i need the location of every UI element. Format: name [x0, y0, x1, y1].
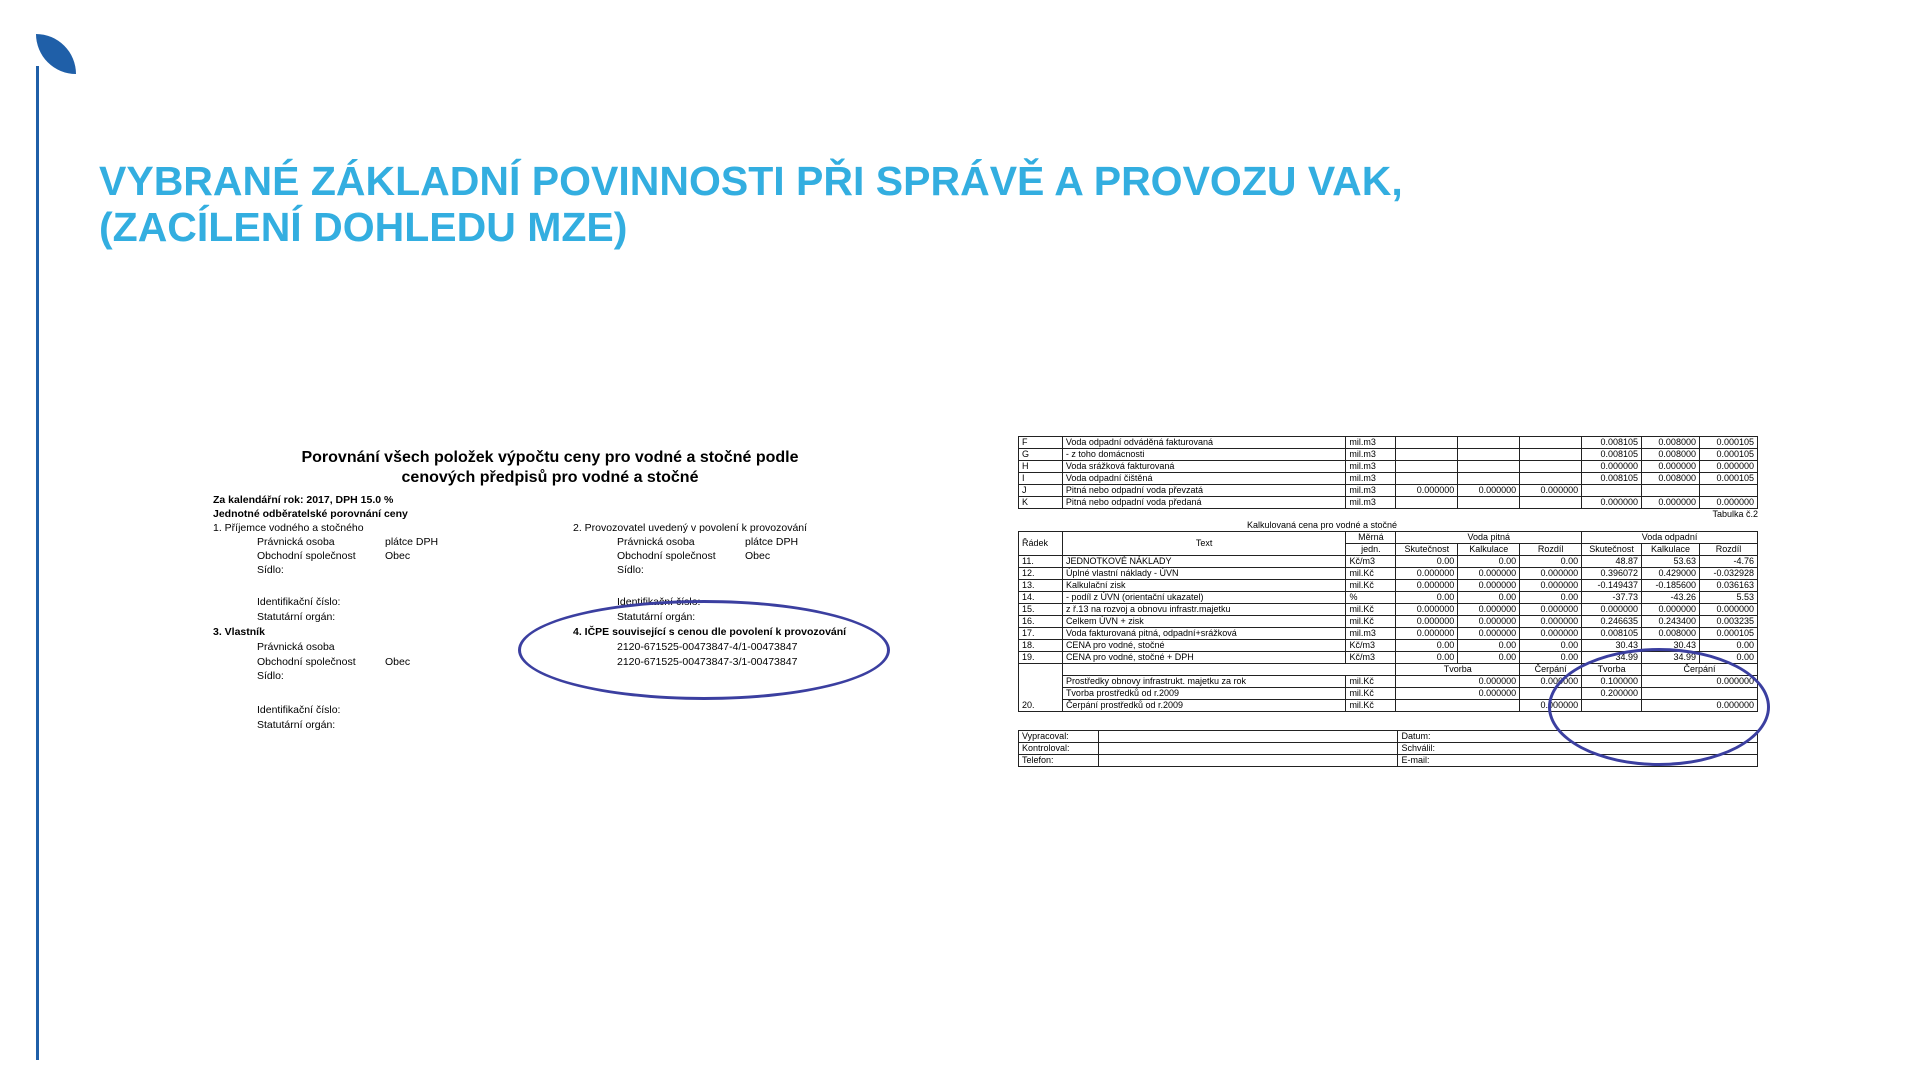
h-rozdil-o: Rozdíl	[1699, 544, 1757, 556]
calc-cell-o3: 0.00	[1699, 640, 1757, 652]
calc-cell-r: 12.	[1019, 568, 1063, 580]
vertical-accent-line	[36, 66, 39, 1060]
doc-subtitle: Jednotné odběratelské porovnání ceny	[213, 508, 408, 520]
calc-cell-text: z ř.13 na rozvoj a obnovu infrastr.majetku	[1062, 604, 1346, 616]
calc-cell-v1: 0.000000	[1396, 604, 1458, 616]
volume-cell-o3: 0.000000	[1699, 461, 1757, 473]
calc-cell-text: CENA pro vodné, stočné	[1062, 640, 1346, 652]
volume-cell-o1: 0.008105	[1582, 449, 1642, 461]
volume-cell-o1: 0.000000	[1582, 497, 1642, 509]
calc-cell-o1: 0.000000	[1582, 604, 1642, 616]
calc-cell-v1: 0.000000	[1396, 568, 1458, 580]
calc-cell-v3: 0.000000	[1520, 580, 1582, 592]
calc-cell-text: Celkem ÚVN + zisk	[1062, 616, 1346, 628]
calc-cell-text: - podíl z ÚVN (orientační ukazatel)	[1062, 592, 1346, 604]
s1-stat: Statutární orgán:	[257, 611, 336, 623]
s1-obec: Obec	[385, 550, 411, 562]
volume-cell-k: F	[1019, 437, 1063, 449]
icpe-2: 2120-671525-00473847-3/1-00473847	[617, 656, 798, 668]
r20-vc1: 0.000000	[1520, 676, 1582, 688]
calc-cell-r: 15.	[1019, 604, 1063, 616]
h-kalk-o: Kalkulace	[1642, 544, 1700, 556]
s1-pravnicka: Právnická osoba	[257, 536, 335, 548]
calc-cell-r: 17.	[1019, 628, 1063, 640]
calc-cell-o1: -0.149437	[1582, 580, 1642, 592]
cerpani-o: Čerpání	[1642, 664, 1758, 676]
h-rozdil-v: Rozdíl	[1520, 544, 1582, 556]
calc-cell-o2: 53.63	[1642, 556, 1700, 568]
calc-cell-o2: 34.99	[1642, 652, 1700, 664]
volume-cell-o2	[1642, 485, 1700, 497]
calc-row	[1019, 580, 1758, 592]
calc-cell-unit: Kč/m3	[1346, 556, 1396, 568]
r20-num: 20.	[1019, 664, 1063, 712]
volume-cell-v1: 0.000000	[1396, 485, 1458, 497]
volume-cell-unit: mil.m3	[1346, 473, 1396, 485]
calc-cell-v2: 0.00	[1458, 556, 1520, 568]
calc-row	[1019, 616, 1758, 628]
calc-cell-o1: 30.43	[1582, 640, 1642, 652]
calc-cell-r: 19.	[1019, 652, 1063, 664]
volume-cell-v2	[1458, 497, 1520, 509]
calc-cell-o1: 48.87	[1582, 556, 1642, 568]
f-telefon: Telefon:	[1019, 755, 1099, 767]
s2-sidlo: Sídlo:	[617, 564, 644, 576]
calc-cell-v2: 0.00	[1458, 592, 1520, 604]
calc-cell-o3: -4.76	[1699, 556, 1757, 568]
r20-vt2: 0.000000	[1396, 688, 1520, 700]
h-radek: Řádek	[1019, 532, 1063, 556]
s1-sidlo: Sídlo:	[257, 564, 284, 576]
s3-obec: Obec	[385, 656, 411, 668]
calc-cell-unit: mil.Kč	[1346, 568, 1396, 580]
volume-cell-k: I	[1019, 473, 1063, 485]
calc-cell-o3: 0.000105	[1699, 628, 1757, 640]
volume-cell-v1	[1396, 461, 1458, 473]
highlight-ellipse-right	[1548, 648, 1770, 766]
volume-cell-v3: 0.000000	[1520, 485, 1582, 497]
volume-cell-o1: 0.008105	[1582, 473, 1642, 485]
calc-cell-v2: 0.000000	[1458, 616, 1520, 628]
calc-cell-o1: 0.008105	[1582, 628, 1642, 640]
volume-cell-o3	[1699, 485, 1757, 497]
r20-unit3: mil.Kč	[1346, 700, 1396, 712]
calc-cell-v1: 0.000000	[1396, 580, 1458, 592]
volume-cell-o2: 0.008000	[1642, 473, 1700, 485]
calc-cell-o1: 0.396072	[1582, 568, 1642, 580]
volume-cell-o2: 0.008000	[1642, 437, 1700, 449]
tabulka-label: Tabulka č.2	[1712, 509, 1758, 519]
h-skut-v: Skutečnost	[1396, 544, 1458, 556]
h-text: Text	[1062, 532, 1346, 556]
s3-stat: Statutární orgán:	[257, 719, 336, 731]
r20-unit2: mil.Kč	[1346, 688, 1396, 700]
volume-cell-v3	[1520, 497, 1582, 509]
volume-cell-text: Pitná nebo odpadní voda převzatá	[1062, 485, 1346, 497]
calc-cell-o2: 0.008000	[1642, 628, 1700, 640]
r20-ot1: 0.100000	[1582, 676, 1642, 688]
calc-cell-v1: 0.00	[1396, 652, 1458, 664]
volume-cell-o2: 0.000000	[1642, 497, 1700, 509]
volume-cell-unit: mil.m3	[1346, 437, 1396, 449]
calc-cell-o3: 0.00	[1699, 652, 1757, 664]
calc-cell-v3: 0.00	[1520, 640, 1582, 652]
calc-cell-r: 14.	[1019, 592, 1063, 604]
r20-text2: Tvorba prostředků od r.2009	[1062, 688, 1346, 700]
s2-platce: plátce DPH	[745, 536, 799, 548]
volume-cell-o1	[1582, 485, 1642, 497]
f-email: E-mail:	[1398, 755, 1758, 767]
volume-cell-v2	[1458, 473, 1520, 485]
calc-cell-unit: Kč/m3	[1346, 640, 1396, 652]
s2-stat: Statutární orgán:	[617, 611, 696, 623]
f-kontroloval: Kontroloval:	[1019, 743, 1099, 755]
s3-obchodni: Obchodní společnost	[257, 656, 356, 668]
volume-cell-v3	[1520, 473, 1582, 485]
calc-row	[1019, 568, 1758, 580]
volume-cell-o3: 0.000105	[1699, 449, 1757, 461]
calc-cell-r: 16.	[1019, 616, 1063, 628]
volume-cell-o3: 0.000105	[1699, 473, 1757, 485]
volume-cell-v1	[1396, 449, 1458, 461]
r20-text1: Prostředky obnovy infrastrukt. majetku za rok	[1062, 676, 1346, 688]
highlight-ellipse-left	[518, 600, 890, 700]
volume-cell-o2: 0.000000	[1642, 461, 1700, 473]
s2-pravnicka: Právnická osoba	[617, 536, 695, 548]
r20-oc3: 0.000000	[1642, 700, 1758, 712]
calc-cell-v3: 0.00	[1520, 652, 1582, 664]
calc-cell-o1: 0.246635	[1582, 616, 1642, 628]
slide-title	[99, 158, 1799, 250]
top-volumes-table	[1018, 436, 1758, 509]
r20-oc1: 0.000000	[1642, 676, 1758, 688]
volume-cell-v3	[1520, 437, 1582, 449]
volume-row	[1019, 437, 1758, 449]
calc-cell-o2: 0.243400	[1642, 616, 1700, 628]
year-line: Za kalendářní rok: 2017, DPH 15.0 %	[213, 494, 394, 506]
volume-row	[1019, 485, 1758, 497]
s2-obchodni: Obchodní společnost	[617, 550, 716, 562]
volume-cell-v1	[1396, 497, 1458, 509]
f-datum: Datum:	[1398, 731, 1758, 743]
s1-ic: Identifikační číslo:	[257, 596, 341, 608]
calc-cell-o3: 0.003235	[1699, 616, 1757, 628]
section-2-heading: 2. Provozovatel uvedený v povolení k provozování	[573, 522, 808, 534]
volume-cell-o2: 0.008000	[1642, 449, 1700, 461]
volume-cell-k: J	[1019, 485, 1063, 497]
calc-cell-o2: 0.000000	[1642, 604, 1700, 616]
calc-cell-unit: %	[1346, 592, 1396, 604]
section-4-heading: 4. IČPE související s cenou dle povolení k provozování	[573, 626, 847, 638]
tvorba-o: Tvorba	[1582, 664, 1642, 676]
calc-cell-v1: 0.00	[1396, 640, 1458, 652]
volume-cell-unit: mil.m3	[1346, 449, 1396, 461]
calc-cell-unit: mil.Kč	[1346, 580, 1396, 592]
volume-cell-o1: 0.000000	[1582, 461, 1642, 473]
volume-cell-unit: mil.m3	[1346, 497, 1396, 509]
volume-cell-v1	[1396, 437, 1458, 449]
kalkulace-title: Kalkulovaná cena pro vodné a stočné	[1246, 520, 1398, 530]
volume-row	[1019, 497, 1758, 509]
cerpani-v: Čerpání	[1520, 664, 1582, 676]
r20-text3: Čerpání prostředků od r.2009	[1062, 700, 1346, 712]
calc-cell-v2: 0.000000	[1458, 580, 1520, 592]
doc-heading-1: Porovnání všech položek výpočtu ceny pro vodné a stočné podle	[301, 449, 799, 466]
volume-cell-text: Pitná nebo odpadní voda předaná	[1062, 497, 1346, 509]
brand-leaf-icon	[36, 34, 76, 74]
calc-cell-v3: 0.000000	[1520, 628, 1582, 640]
calc-row	[1019, 628, 1758, 640]
volume-cell-text: - z toho domácnosti	[1062, 449, 1346, 461]
calc-cell-text: Voda fakturovaná pitná, odpadní+srážková	[1062, 628, 1346, 640]
h-merna: Měrná	[1346, 532, 1396, 544]
calc-row	[1019, 592, 1758, 604]
doc-heading-2: cenových předpisů pro vodné a stočné	[401, 469, 699, 486]
volume-cell-unit: mil.m3	[1346, 485, 1396, 497]
h-voda-pitna: Voda pitná	[1396, 532, 1582, 544]
calc-cell-text: JEDNOTKOVÉ NÁKLADY	[1062, 556, 1346, 568]
volume-row	[1019, 473, 1758, 485]
volume-cell-v3	[1520, 461, 1582, 473]
r20-vc3: 0.000000	[1520, 700, 1582, 712]
h-skut-o: Skutečnost	[1582, 544, 1642, 556]
calc-cell-unit: Kč/m3	[1346, 652, 1396, 664]
left-document-scan	[205, 440, 895, 740]
volume-row	[1019, 449, 1758, 461]
h-jedn: jedn.	[1346, 544, 1396, 556]
calc-cell-v2: 0.000000	[1458, 628, 1520, 640]
f-vypracoval: Vypracoval:	[1019, 731, 1099, 743]
volume-cell-o1: 0.008105	[1582, 437, 1642, 449]
volume-cell-k: G	[1019, 449, 1063, 461]
volume-row	[1019, 461, 1758, 473]
calc-cell-o2: 0.429000	[1642, 568, 1700, 580]
calc-cell-r: 18.	[1019, 640, 1063, 652]
calc-row	[1019, 604, 1758, 616]
calc-cell-o3: 0.000000	[1699, 604, 1757, 616]
volume-cell-v1	[1396, 473, 1458, 485]
calc-cell-v1: 0.000000	[1396, 628, 1458, 640]
calc-cell-v3: 0.00	[1520, 556, 1582, 568]
volume-cell-text: Voda srážková fakturovaná	[1062, 461, 1346, 473]
calc-cell-v2: 0.000000	[1458, 568, 1520, 580]
volume-cell-v2: 0.000000	[1458, 485, 1520, 497]
calc-cell-v3: 0.000000	[1520, 616, 1582, 628]
h-kalk-v: Kalkulace	[1458, 544, 1520, 556]
calc-row	[1019, 556, 1758, 568]
volume-cell-k: K	[1019, 497, 1063, 509]
slide-title-line-2: (ZACÍLENÍ DOHLEDU MZE)	[99, 204, 628, 250]
calc-cell-v2: 0.00	[1458, 640, 1520, 652]
calc-cell-text: Úplné vlastní náklady - ÚVN	[1062, 568, 1346, 580]
calc-cell-v2: 0.000000	[1458, 604, 1520, 616]
s3-sidlo: Sídlo:	[257, 670, 284, 682]
calc-cell-v3: 0.000000	[1520, 568, 1582, 580]
icpe-1: 2120-671525-00473847-4/1-00473847	[617, 641, 798, 653]
s3-ic: Identifikační číslo:	[257, 704, 341, 716]
calc-cell-o2: -0.185600	[1642, 580, 1700, 592]
volume-cell-text: Voda odpadní čištěná	[1062, 473, 1346, 485]
section-1-heading: 1. Příjemce vodného a stočného	[213, 522, 364, 534]
s3-pravnicka: Právnická osoba	[257, 641, 335, 653]
volume-cell-o3: 0.000105	[1699, 437, 1757, 449]
s2-obec: Obec	[745, 550, 771, 562]
section-3-heading: 3. Vlastník	[213, 626, 265, 638]
s1-platce: plátce DPH	[385, 536, 439, 548]
calc-cell-v1: 0.00	[1396, 592, 1458, 604]
calc-cell-v2: 0.00	[1458, 652, 1520, 664]
tvorba-v: Tvorba	[1396, 664, 1520, 676]
calc-cell-text: Kalkulační zisk	[1062, 580, 1346, 592]
calc-cell-r: 11.	[1019, 556, 1063, 568]
calc-cell-v1: 0.000000	[1396, 616, 1458, 628]
s2-ic: Identifikační číslo:	[617, 596, 701, 608]
f-schvalil: Schválil:	[1398, 743, 1758, 755]
volume-cell-k: H	[1019, 461, 1063, 473]
calc-cell-o1: 34.99	[1582, 652, 1642, 664]
calc-cell-o3: 5.53	[1699, 592, 1757, 604]
h-voda-odpadni: Voda odpadní	[1582, 532, 1758, 544]
s1-obchodni: Obchodní společnost	[257, 550, 356, 562]
calc-cell-o2: -43.26	[1642, 592, 1700, 604]
calc-cell-r: 13.	[1019, 580, 1063, 592]
calc-cell-o3: -0.032928	[1699, 568, 1757, 580]
calc-cell-v3: 0.00	[1520, 592, 1582, 604]
r20-ot2: 0.200000	[1582, 688, 1642, 700]
volume-cell-unit: mil.m3	[1346, 461, 1396, 473]
r20-vt1: 0.000000	[1396, 676, 1520, 688]
volume-cell-v2	[1458, 461, 1520, 473]
calc-cell-o2: 30.43	[1642, 640, 1700, 652]
calc-cell-o1: -37.73	[1582, 592, 1642, 604]
r20-unit1: mil.Kč	[1346, 676, 1396, 688]
volume-cell-text: Voda odpadní odváděná fakturovaná	[1062, 437, 1346, 449]
calc-cell-unit: mil.Kč	[1346, 604, 1396, 616]
slide-title-line-1: VYBRANÉ ZÁKLADNÍ POVINNOSTI PŘI SPRÁVĚ A PROVOZU VAK,	[99, 158, 1403, 204]
calc-cell-unit: mil.m3	[1346, 628, 1396, 640]
volume-cell-v2	[1458, 449, 1520, 461]
calc-cell-v3: 0.000000	[1520, 604, 1582, 616]
calc-cell-o3: 0.036163	[1699, 580, 1757, 592]
volume-cell-v2	[1458, 437, 1520, 449]
calc-cell-unit: mil.Kč	[1346, 616, 1396, 628]
calc-cell-text: CENA pro vodné, stočné + DPH	[1062, 652, 1346, 664]
volume-cell-o3: 0.000000	[1699, 497, 1757, 509]
calc-cell-v1: 0.00	[1396, 556, 1458, 568]
volume-cell-v3	[1520, 449, 1582, 461]
